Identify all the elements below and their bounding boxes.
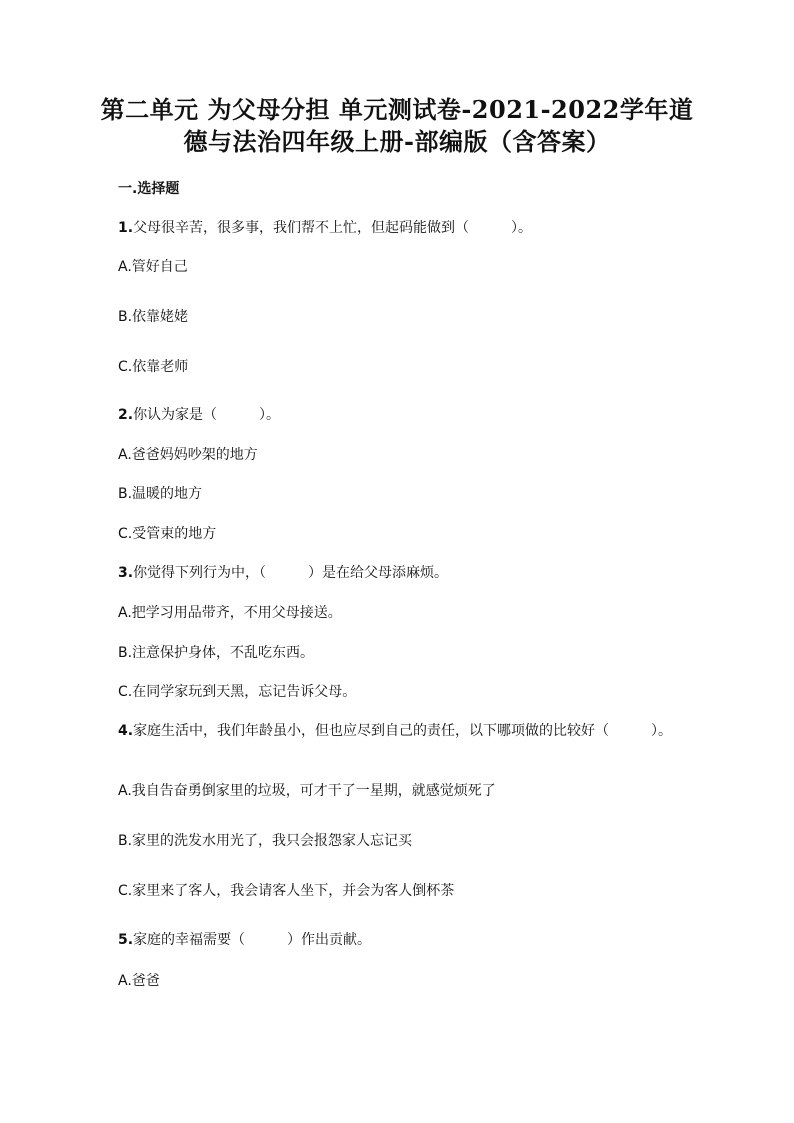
option-3a: A.把学习用品带齐，不用父母接送。 bbox=[118, 605, 342, 621]
option-1a: A.管好自己 bbox=[118, 259, 188, 275]
option-4b: B.家里的洗发水用光了，我只会报怨家人忘记买 bbox=[118, 833, 413, 849]
option-4a: A.我自告奋勇倒家里的垃圾，可才干了一星期，就感觉烦死了 bbox=[118, 783, 496, 799]
option-2c: C.受管束的地方 bbox=[118, 526, 217, 542]
question-text: 家庭的幸福需要（ ）作出贡献。 bbox=[133, 932, 372, 948]
question-text: 你认为家是（ ）。 bbox=[133, 407, 281, 423]
question-3 bbox=[118, 563, 678, 583]
option-1c: C.依靠老师 bbox=[118, 359, 189, 375]
option-3b: B.注意保护身体，不乱吃东西。 bbox=[118, 645, 315, 661]
question-text: 父母很辛苦，很多事，我们帮不上忙，但起码能做到（ ）。 bbox=[133, 220, 533, 236]
question-text: 家庭生活中，我们年龄虽小，但也应尽到自己的责任，以下哪项做的比较好（ ）。 bbox=[133, 723, 673, 739]
question-2 bbox=[118, 405, 678, 425]
title-line-1: 第二单元 为父母分担 单元测试卷-2021-2022学年道 bbox=[100, 95, 694, 124]
document-title bbox=[100, 94, 694, 158]
option-4c: C.家里来了客人，我会请客人坐下，并会为客人倒杯茶 bbox=[118, 883, 455, 899]
question-4 bbox=[118, 721, 678, 741]
option-1b: B.依靠姥姥 bbox=[118, 309, 189, 325]
question-number: 5. bbox=[118, 932, 134, 948]
question-1 bbox=[118, 218, 678, 238]
question-5 bbox=[118, 930, 678, 950]
section-heading: 一.选择题 bbox=[118, 181, 180, 197]
question-text: 你觉得下列行为中，（ ）是在给父母添麻烦。 bbox=[133, 565, 449, 581]
question-number: 4. bbox=[118, 723, 134, 739]
question-number: 2. bbox=[118, 407, 134, 423]
title-line-2: 德与法治四年级上册-部编版（含答案） bbox=[183, 127, 611, 156]
question-number: 3. bbox=[118, 565, 134, 581]
option-3c: C.在同学家玩到天黑，忘记告诉父母。 bbox=[118, 684, 357, 700]
option-2a: A.爸爸妈妈吵架的地方 bbox=[118, 447, 258, 463]
option-5a: A.爸爸 bbox=[118, 973, 160, 989]
question-number: 1. bbox=[118, 220, 134, 236]
option-2b: B.温暖的地方 bbox=[118, 486, 203, 502]
